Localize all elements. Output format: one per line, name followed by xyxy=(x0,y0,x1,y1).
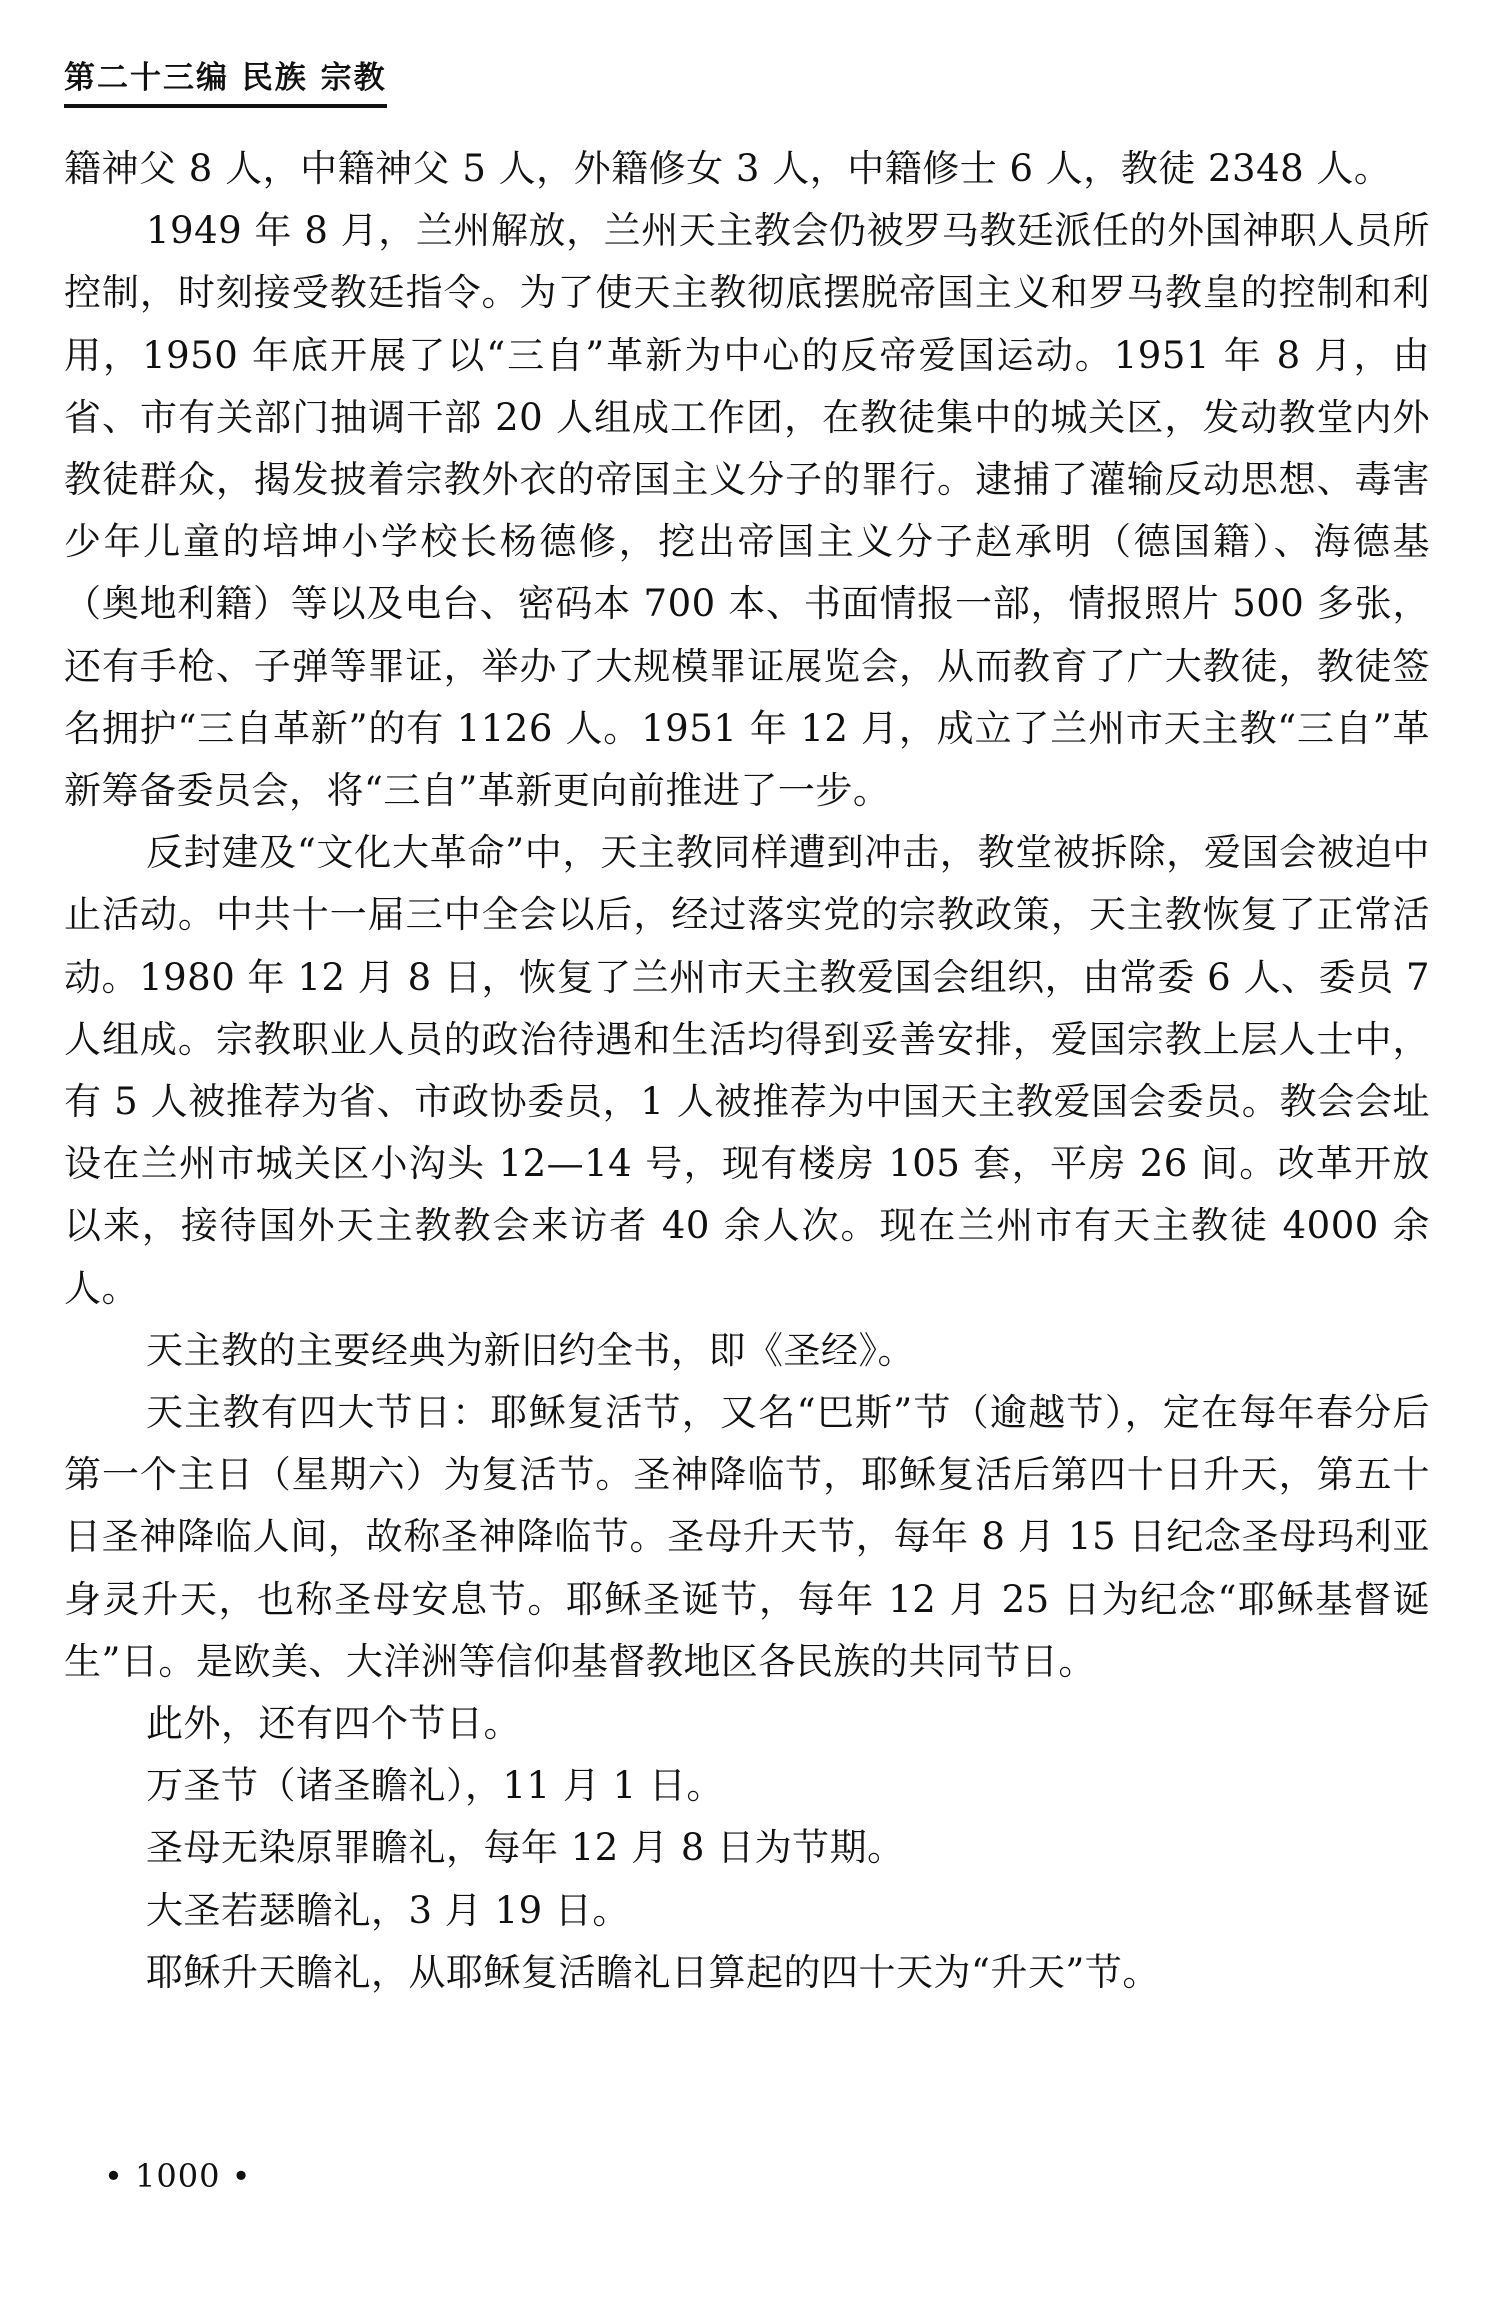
running-header: 第二十三编 民族 宗教 xyxy=(64,58,387,108)
paragraph-continuation: 籍神父 8 人，中籍神父 5 人，外籍修女 3 人，中籍修士 6 人，教徒 2348 人。 xyxy=(64,147,1392,190)
paragraph-all-saints: 万圣节（诸圣瞻礼），11 月 1 日。 xyxy=(146,1764,724,1808)
paragraph-cultural-revolution: 反封建及“文化大革命”中，天主教同样遭到冲击，教堂被拆除，爱国会被迫中止活动。中共十一届三中全会以后，经过落实党的宗教政策，天主教恢复了正常活动。1980 年 12 月 8 日，恢复了兰州市天主教爱国会组织，由常委 6 人、委员 7 人组成。宗教职业人员的政治待遇和生活均得到妥善安排，爱国宗教上层人士中，有 5 人被推荐为省、市政协委员，1 人被推荐为中国天主教爱国会委员。教会会址设在兰州市城关区小沟头 12—14 号，现有楼房 105 套，平房 26 间。改革开放以来，接待国外天主教教会来访者 40 余人次。现在兰州市有天主教徒 4000 余人。 xyxy=(64,831,1430,1310)
paragraph-ascension: 耶稣升天瞻礼，从耶稣复活瞻礼日算起的四十天为“升天”节。 xyxy=(146,1950,1160,1994)
paragraph-four-festivals: 天主教有四大节日：耶稣复活节，又名“巴斯”节（逾越节），定在每年春分后第一个主日（星期六）为复活节。圣神降临节，耶稣复活后第四十日升天，第五十日圣神降临人间，故称圣神降临节。圣母升天节，每年 8 月 15 日纪念圣母玛利亚身灵升天，也称圣母安息节。耶稣圣诞节，每年 12 月 25 日为纪念“耶稣基督诞生”日。是欧美、大洋洲等信仰基督教地区各民族的共同节日。 xyxy=(64,1391,1430,1683)
body-text xyxy=(64,138,1430,2004)
page-number: • 1000 • xyxy=(104,2157,252,2195)
paragraph-other-festivals: 此外，还有四个节日。 xyxy=(146,1702,521,1746)
paragraph-scripture: 天主教的主要经典为新旧约全书，即《圣经》。 xyxy=(146,1328,915,1372)
paragraph-liberation-1949: 1949 年 8 月，兰州解放，兰州天主教会仍被罗马教廷派任的外国神职人员所控制，时刻接受教廷指令。为了使天主教彻底摆脱帝国主义和罗马教皇的控制和利用，1950 年底开展了以“三自”革新为中心的反帝爱国运动。1951 年 8 月，由省、市有关部门抽调干部 20 人组成工作团，在教徒集中的城关区，发动教堂内外教徒群众，揭发披着宗教外衣的帝国主义分子的罪行。逮捕了灌输反动思想、毒害少年儿童的培坤小学校长杨德修，挖出帝国主义分子赵承明（德国籍）、海德基（奥地利籍）等以及电台、密码本 700 本、书面情报一部，情报照片 500 多张，还有手枪、子弹等罪证，举办了大规模罪证展览会，从而教育了广大教徒，教徒签名拥护“三自革新”的有 1126 人。1951 年 12 月，成立了兰州市天主教“三自”革新筹备委员会，将“三自”革新更向前推进了一步。 xyxy=(64,209,1430,813)
paragraph-saint-joseph: 大圣若瑟瞻礼，3 月 19 日。 xyxy=(146,1888,630,1932)
paragraph-immaculate-conception: 圣母无染原罪瞻礼，每年 12 月 8 日为节期。 xyxy=(146,1826,905,1870)
